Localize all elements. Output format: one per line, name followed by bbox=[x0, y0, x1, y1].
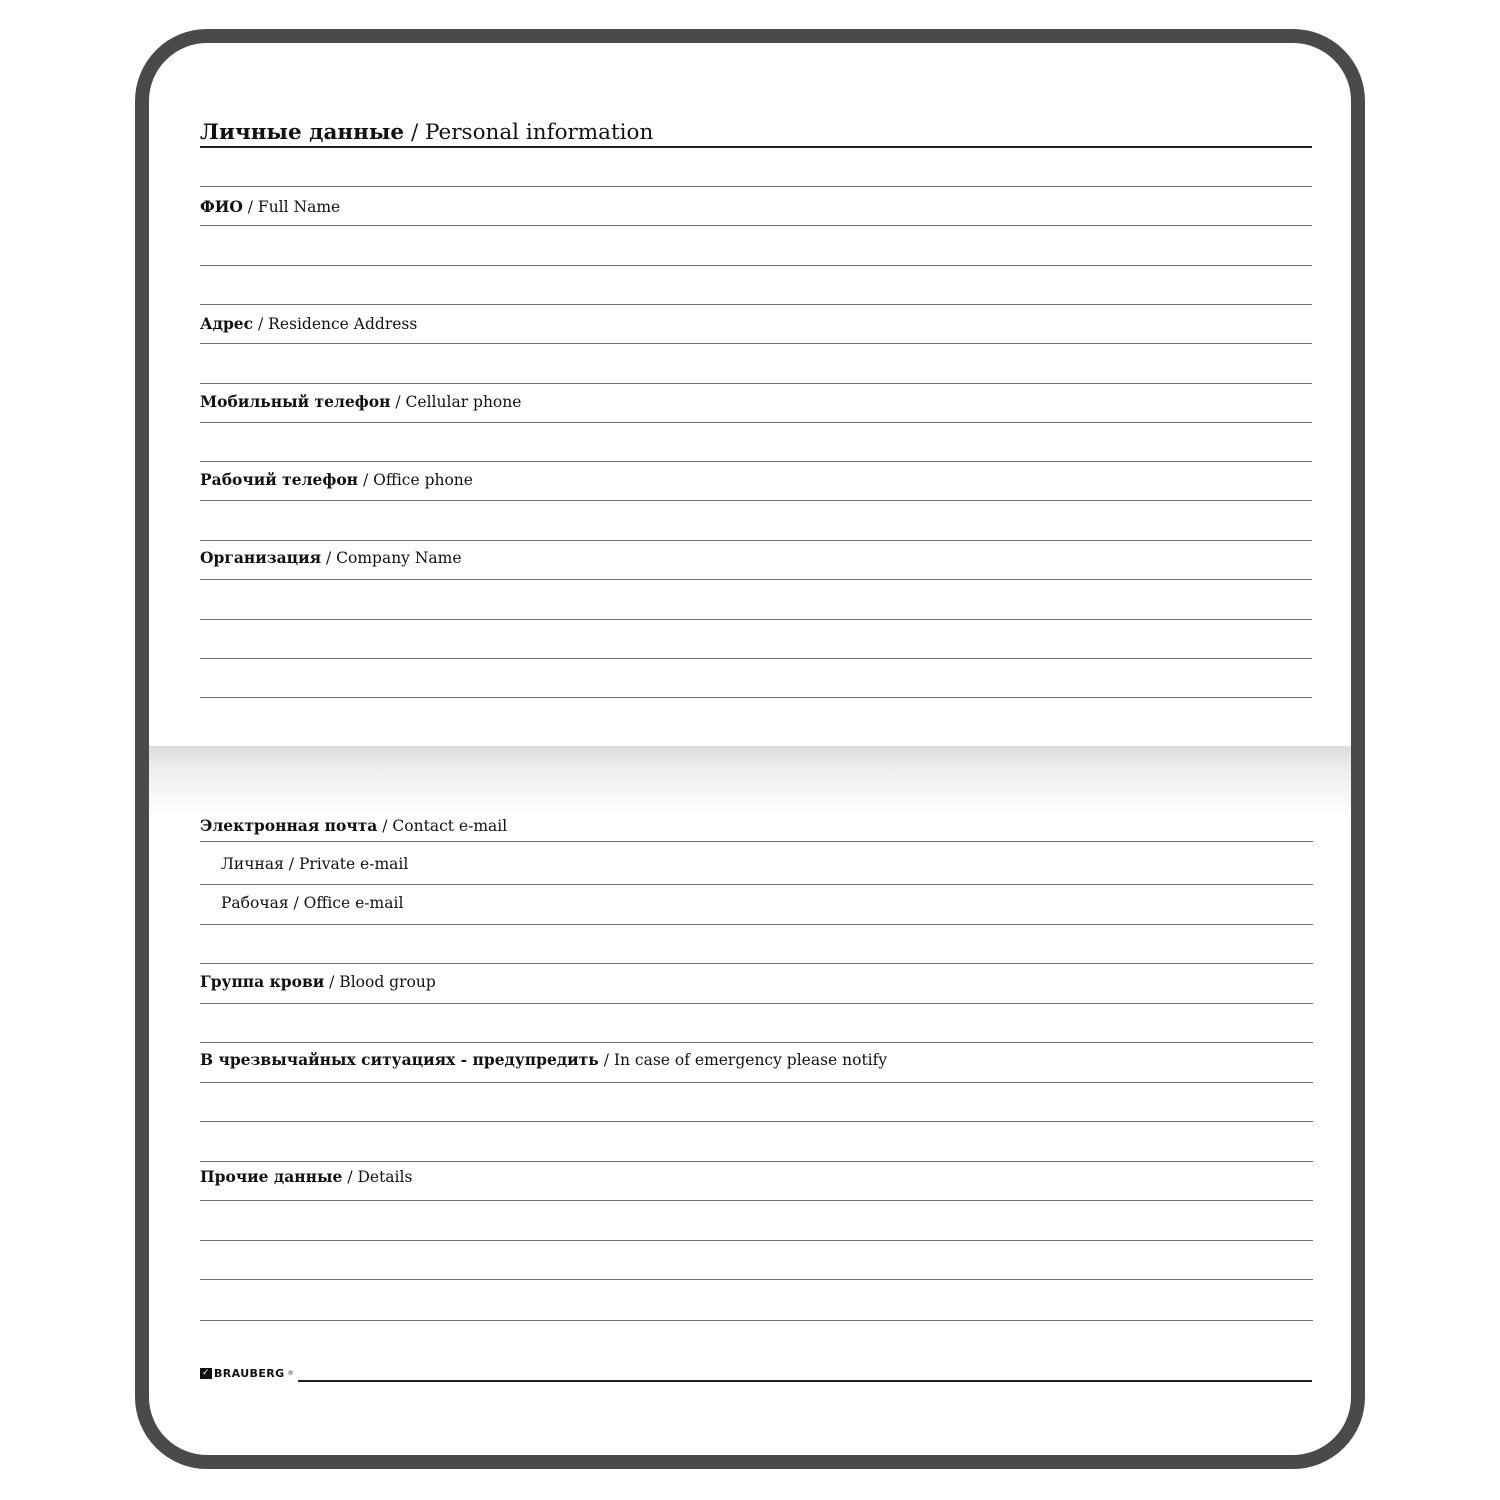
label-full-name-en: / Full Name bbox=[242, 198, 341, 216]
label-emergency bbox=[200, 1052, 887, 1069]
office-phone-line[interactable] bbox=[200, 500, 1312, 501]
label-company-ru: Организация bbox=[200, 548, 322, 567]
label-details-en: / Details bbox=[342, 1168, 413, 1186]
label-office-phone-ru: Рабочий телефон bbox=[200, 470, 359, 489]
label-office-phone-en: / Office phone bbox=[358, 471, 473, 489]
label-mobile-phone bbox=[200, 394, 521, 411]
office-email-line[interactable] bbox=[200, 924, 1313, 925]
label-address-en: / Residence Address bbox=[253, 315, 418, 333]
blank-line bbox=[200, 1121, 1313, 1122]
label-blood-ru: Группа крови bbox=[200, 972, 325, 991]
checkmark-v-icon: ✓ bbox=[200, 1368, 212, 1379]
notebook-page bbox=[135, 29, 1365, 1469]
blank-line bbox=[200, 1042, 1313, 1043]
email-rule bbox=[200, 841, 1313, 842]
blank-line bbox=[200, 304, 1312, 305]
page-title bbox=[200, 122, 653, 144]
private-email-line[interactable] bbox=[200, 884, 1313, 885]
blank-line bbox=[200, 1279, 1313, 1280]
label-company bbox=[200, 550, 462, 567]
blank-line bbox=[200, 540, 1312, 541]
label-details-ru: Прочие данные bbox=[200, 1167, 343, 1186]
mobile-phone-line[interactable] bbox=[200, 422, 1312, 423]
page-title-bold: Личные данные bbox=[200, 120, 405, 145]
label-address bbox=[200, 316, 417, 333]
title-rule bbox=[200, 146, 1312, 148]
brand-logo-text: BRAUBERG bbox=[214, 1367, 285, 1380]
full-name-line[interactable] bbox=[200, 225, 1312, 226]
page-title-rest: / Personal information bbox=[404, 120, 654, 145]
company-line[interactable] bbox=[200, 579, 1312, 580]
label-details bbox=[200, 1169, 412, 1186]
blank-line bbox=[200, 461, 1312, 462]
blank-line bbox=[200, 186, 1312, 187]
label-office-email: Рабочая / Office e-mail bbox=[221, 894, 404, 912]
registered-mark: ® bbox=[287, 1369, 294, 1377]
page-fold-shadow bbox=[149, 746, 1351, 816]
blank-line bbox=[200, 963, 1313, 964]
label-mobile-en: / Cellular phone bbox=[390, 393, 522, 411]
brand-logo bbox=[200, 1368, 294, 1379]
footer-rule bbox=[298, 1380, 1312, 1382]
label-full-name-ru: ФИО bbox=[200, 197, 243, 216]
details-line[interactable] bbox=[200, 1200, 1313, 1201]
blank-line bbox=[200, 1240, 1313, 1241]
blank-line bbox=[200, 383, 1312, 384]
blank-line bbox=[200, 1320, 1313, 1321]
address-line[interactable] bbox=[200, 343, 1312, 344]
label-full-name bbox=[200, 199, 340, 216]
blank-line bbox=[200, 619, 1312, 620]
label-office-phone bbox=[200, 472, 473, 489]
blank-line bbox=[200, 265, 1312, 266]
label-email-en: / Contact e-mail bbox=[377, 817, 508, 835]
label-emergency-ru: В чрезвычайных ситуациях - предупредить bbox=[200, 1050, 599, 1069]
emergency-line[interactable] bbox=[200, 1082, 1313, 1083]
label-address-ru: Адрес bbox=[200, 314, 254, 333]
label-blood-group bbox=[200, 974, 436, 991]
label-blood-en: / Blood group bbox=[324, 973, 436, 991]
label-emergency-en: / In case of emergency please notify bbox=[598, 1051, 888, 1069]
label-email-ru: Электронная почта bbox=[200, 816, 378, 835]
label-company-en: / Company Name bbox=[321, 549, 462, 567]
label-mobile-ru: Мобильный телефон bbox=[200, 392, 391, 411]
blank-line bbox=[200, 1161, 1313, 1162]
label-email bbox=[200, 818, 507, 835]
blank-line bbox=[200, 658, 1312, 659]
blood-group-line[interactable] bbox=[200, 1003, 1313, 1004]
label-private-email: Личная / Private e-mail bbox=[221, 855, 409, 873]
blank-line bbox=[200, 697, 1312, 698]
